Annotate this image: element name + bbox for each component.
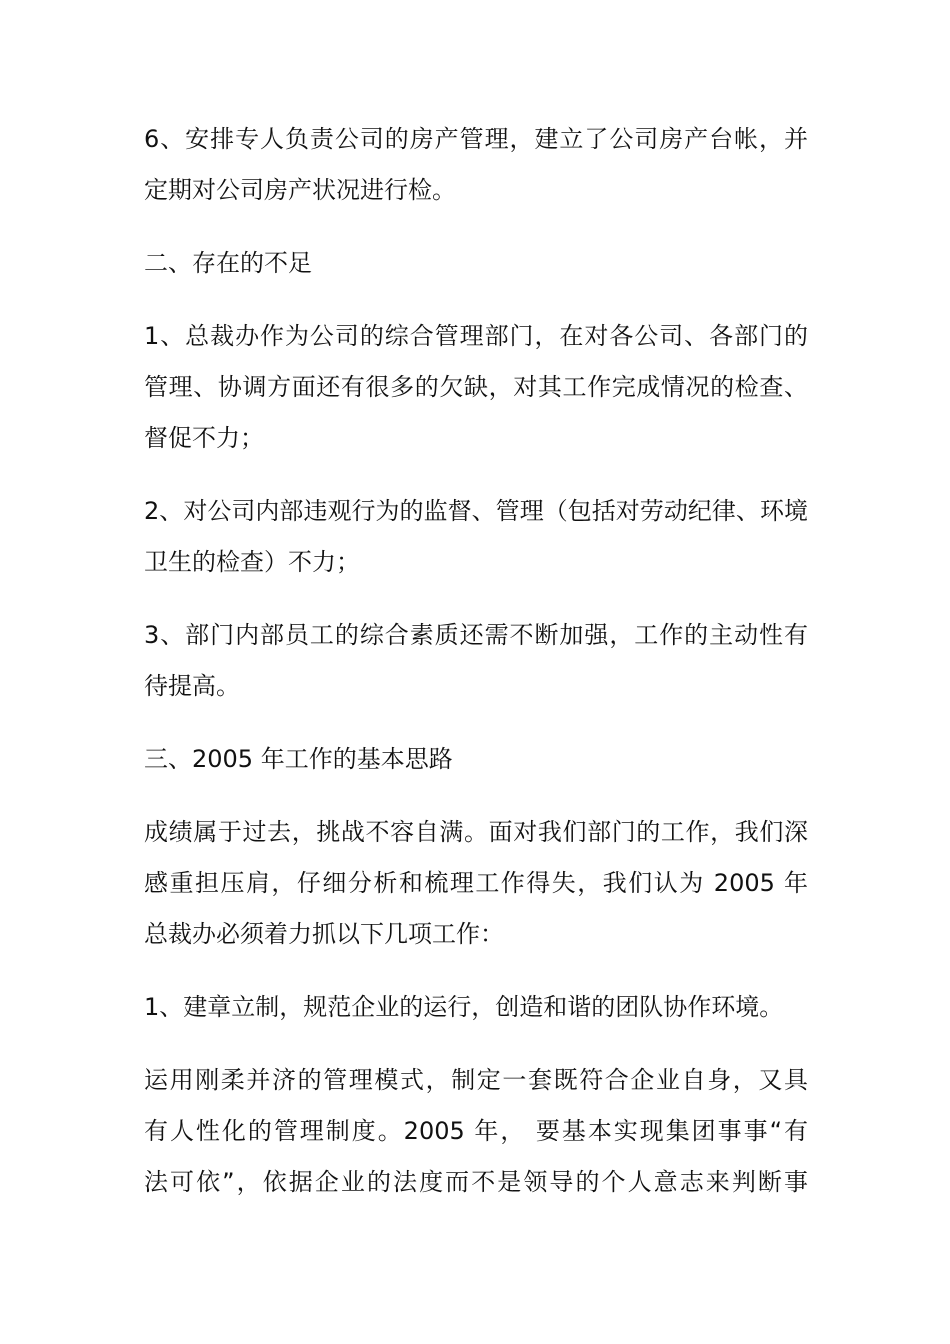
text-line: 督促不力； — [144, 424, 264, 452]
section-heading-text: 三、2005 年工作的基本思路 — [144, 745, 453, 773]
text-line: 定期对公司房产状况进行检。 — [144, 176, 456, 204]
paragraph-plan-item-1 — [144, 982, 808, 1033]
text-line: 1、总裁办作为公司的综合管理部门，在对各公司、各部门的 — [144, 322, 808, 350]
section-heading-text: 二、存在的不足 — [144, 249, 312, 277]
text-line: 管理、协调方面还有很多的欠缺，对其工作完成情况的检查、 — [144, 373, 808, 401]
paragraph-shortcoming-1 — [144, 311, 808, 464]
text-line: 运用刚柔并济的管理模式，制定一套既符合企业自身，又具 — [144, 1066, 808, 1094]
section-heading-shortcomings — [144, 238, 808, 289]
text-line: 感重担压肩，仔细分析和梳理工作得失，我们认为 2005 年 — [144, 869, 808, 897]
section-heading-2005-plan — [144, 734, 808, 785]
text-line: 法可依”，依据企业的法度而不是领导的个人意志来判断事 — [144, 1168, 808, 1196]
paragraph-item-6-property — [144, 114, 808, 216]
text-line: 2、对公司内部违观行为的监督、管理（包括对劳动纪律、环境 — [144, 497, 808, 525]
paragraph-shortcoming-3 — [144, 610, 808, 712]
text-line: 成绩属于过去，挑战不容自满。面对我们部门的工作，我们深 — [144, 818, 808, 846]
document-body — [144, 114, 808, 1230]
text-line: 6、安排专人负责公司的房产管理，建立了公司房产台帐，并 — [144, 125, 808, 153]
text-line: 卫生的检查）不力； — [144, 548, 360, 576]
text-line: 待提高。 — [144, 672, 240, 700]
paragraph-plan-intro — [144, 807, 808, 960]
text-line: 有人性化的管理制度。2005 年， 要基本实现集团事事“有 — [144, 1117, 808, 1145]
paragraph-plan-item-1-detail — [144, 1055, 808, 1208]
paragraph-shortcoming-2 — [144, 486, 808, 588]
text-line: 3、部门内部员工的综合素质还需不断加强，工作的主动性有 — [144, 621, 808, 649]
text-line: 总裁办必须着力抓以下几项工作： — [144, 920, 504, 948]
text-line: 1、建章立制，规范企业的运行，创造和谐的团队协作环境。 — [144, 993, 784, 1021]
